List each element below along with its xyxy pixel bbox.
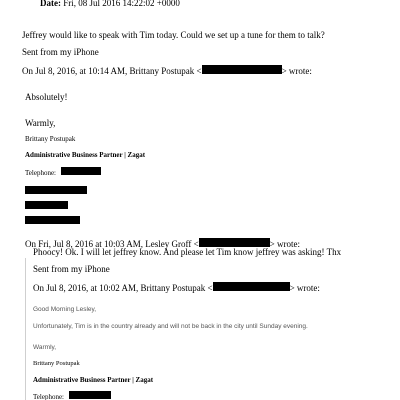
message4-title: Administrative Business Partner | Zagat xyxy=(33,376,154,384)
message2-title: Administrative Business Partner | Zagat xyxy=(25,151,146,159)
date-label: Date: xyxy=(40,0,61,8)
attribution-prefix: On Jul 8, 2016, at 10:14 AM, Brittany Postupak < xyxy=(22,66,202,76)
message1-attribution xyxy=(22,65,312,76)
message1-body: Jeffrey would like to speak with Tim today. Could we set up a tune for them to talk? xyxy=(22,30,325,40)
message4-closing: Warmly, xyxy=(33,344,57,351)
message4-body: Unfortunately, Tim is in the country already and will not be back in the city until Sunday evening. xyxy=(33,323,308,330)
date-line xyxy=(40,0,180,8)
attribution-suffix: > wrote: xyxy=(269,239,300,249)
redacted-line-3 xyxy=(25,212,80,228)
redacted-email xyxy=(199,238,270,247)
message2-body: Absolutely! xyxy=(25,92,68,102)
attribution-prefix: On Fri, Jul 8, 2016 at 10:03 AM, Lesley Groff < xyxy=(25,239,199,249)
redacted-telephone xyxy=(61,167,101,175)
redacted-line-1 xyxy=(25,182,87,198)
message3-signature: Sent from my iPhone xyxy=(33,264,110,274)
message2-closing: Warmly, xyxy=(25,118,56,128)
message3-body: Phoocy! Ok. I will let jeffrey know. And please let Tim know jeffrey was asking! Thx xyxy=(33,247,342,257)
redacted-email xyxy=(213,282,290,291)
redacted-line-2 xyxy=(25,197,68,213)
date-value: Fri, 08 Jul 2016 14:22:02 +0000 xyxy=(63,0,180,8)
attribution-prefix: On Jul 8, 2016, at 10:02 AM, Brittany Postupak < xyxy=(33,283,213,293)
message2-name: Brittany Postupak xyxy=(25,135,76,143)
attribution-suffix: > wrote: xyxy=(289,283,320,293)
message4-greeting: Good Morning Lesley, xyxy=(33,306,97,313)
message2-telephone xyxy=(25,167,101,177)
message1-signature: Sent from my iPhone xyxy=(22,47,99,57)
attribution-suffix: > wrote: xyxy=(281,66,312,76)
message4-telephone xyxy=(33,391,111,400)
quote-bar xyxy=(25,258,26,400)
redacted-email xyxy=(202,65,282,74)
telephone-label: Telephone: xyxy=(25,169,56,177)
message3-nested-attribution xyxy=(33,282,320,293)
message4-name: Brittany Postupak xyxy=(33,360,80,367)
redacted-telephone xyxy=(69,391,111,399)
telephone-label: Telephone: xyxy=(33,393,64,400)
